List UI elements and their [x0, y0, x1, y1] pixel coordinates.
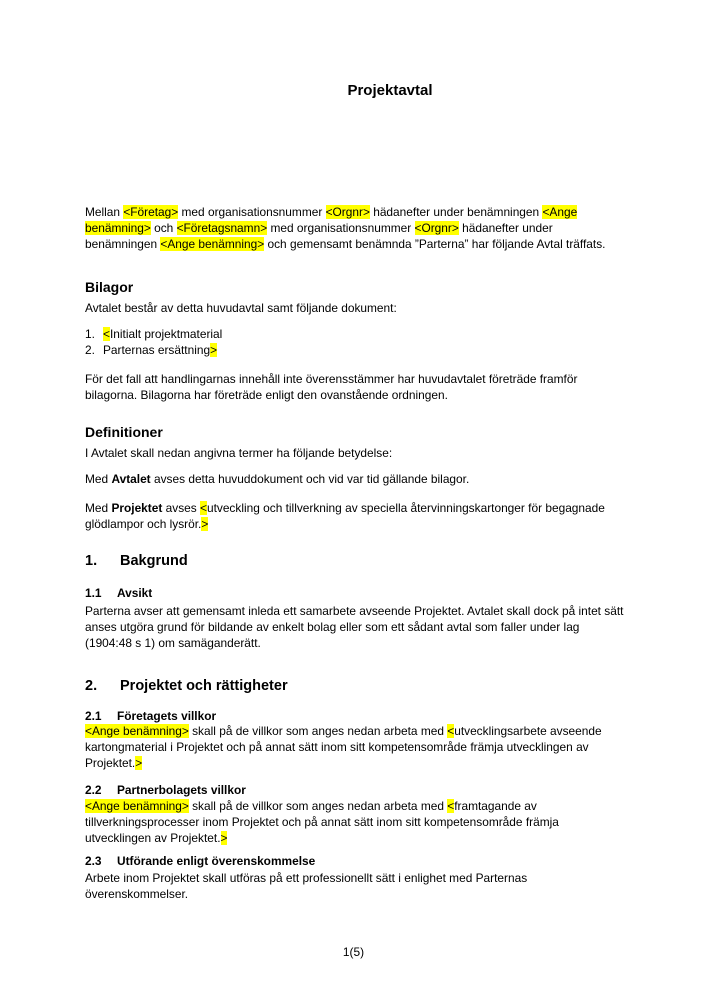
text-segment: skall på de villkor som anges nedan arbeta med	[188, 799, 448, 813]
intro-paragraph	[85, 204, 625, 252]
section-number: 1.	[85, 553, 98, 569]
placeholder-highlight: <Ange benämning>	[85, 205, 578, 235]
placeholder-highlight: <	[447, 799, 455, 813]
definitioner-lead: I Avtalet skall nedan angivna termer ha följande betydelse:	[85, 446, 393, 460]
placeholder-highlight: <	[200, 501, 207, 515]
text-segment: avses	[162, 501, 200, 515]
placeholder-highlight: <Ange benämning>	[160, 237, 265, 251]
section-2-1-heading	[85, 709, 625, 724]
subsection-number: 2.3	[85, 854, 102, 868]
subsection-number: 2.1	[85, 709, 102, 723]
subsection-number: 1.1	[85, 586, 102, 600]
definitioner-heading: Definitioner	[85, 424, 163, 440]
placeholder-highlight: >	[220, 831, 228, 845]
placeholder-highlight: <Företag>	[123, 205, 179, 219]
section-heading-text: Bakgrund	[120, 553, 188, 569]
definition-avtalet	[85, 471, 625, 487]
text-segment: utveckling och tillverkning av speciella återvinningskartonger för begagnade glödlampor och lysrör.	[85, 501, 605, 531]
text-segment: Parternas ersättning	[103, 343, 211, 357]
subsection-number: 2.2	[85, 783, 102, 797]
definition-projektet	[85, 500, 625, 532]
subsection-heading-text: Avsikt	[117, 586, 153, 600]
subsection-heading-text: Utförande enligt överenskommelse	[117, 854, 316, 868]
list-item	[85, 342, 625, 358]
placeholder-highlight: <	[103, 327, 110, 341]
document-title: Projektavtal	[347, 82, 433, 99]
placeholder-highlight: <	[447, 724, 455, 738]
placeholder-highlight: <Orgnr>	[414, 221, 459, 235]
list-item	[85, 326, 625, 342]
text-segment: hädanefter under benämningen	[85, 221, 553, 251]
placeholder-highlight: <Företagsnamn>	[176, 221, 268, 235]
section-1-1-body: Parterna avser att gemensamt inleda ett samarbete avseende Projektet. Avtalet skall dock på intet sätt anses utgöra grund för bildande av enkelt bolag eller som ett sådant avtal som faller under lag (1904:48 s 1) om samäganderätt.	[85, 604, 624, 650]
text-segment: och	[150, 221, 177, 235]
section-2-2-body	[85, 798, 625, 846]
placeholder-highlight: >	[210, 343, 218, 357]
section-2-1-body	[85, 723, 625, 771]
subsection-heading-text: Företagets villkor	[117, 709, 217, 723]
list-item-text	[103, 342, 217, 358]
text-segment: utvecklingsarbete avseende kartongmaterial i Projektet och på annat sätt inom sitt kompetensområde främja utvecklingen av Projektet.	[85, 724, 602, 770]
placeholder-highlight: <Orgnr>	[325, 205, 370, 219]
text-segment: avses detta huvuddokument och vid var tid gällande bilagor.	[150, 472, 470, 486]
page-number: 1(5)	[342, 945, 365, 959]
text-segment: med organisationsnummer	[267, 221, 415, 235]
section-heading-text: Projektet och rättigheter	[120, 678, 288, 694]
text-segment: Med	[85, 472, 112, 486]
bilagor-list	[85, 326, 625, 358]
text-segment: Initialt projektmaterial	[109, 327, 223, 341]
section-2-3-heading	[85, 854, 625, 869]
section-1-heading	[85, 552, 625, 570]
placeholder-highlight: >	[201, 517, 209, 531]
bilagor-lead: Avtalet består av detta huvudavtal samt följande dokument:	[85, 301, 397, 315]
bilagor-note: För det fall att handlingarnas innehåll inte överensstämmer har huvudavtalet företräde framför bilagorna. Bilagorna har företräde enligt den ovanstående ordningen.	[85, 372, 578, 402]
bold-term: Projektet	[111, 501, 163, 515]
list-item-text	[103, 326, 222, 342]
placeholder-highlight: <Ange benämning>	[85, 724, 189, 738]
section-number: 2.	[85, 678, 98, 694]
list-number: 1.	[85, 327, 95, 341]
placeholder-highlight: >	[135, 756, 143, 770]
bold-term: Avtalet	[111, 472, 151, 486]
text-segment: och gemensamt benämnda ”Parterna” har följande Avtal träffats.	[264, 237, 606, 251]
placeholder-highlight: <Ange benämning>	[85, 799, 189, 813]
section-2-heading	[85, 677, 625, 695]
section-2-2-heading	[85, 783, 625, 798]
section-2-3-body: Arbete inom Projektet skall utföras på ett professionellt sätt i enlighet med Parternas överenskommelser.	[85, 871, 528, 901]
list-number: 2.	[85, 343, 95, 357]
text-segment: hädanefter under benämningen	[369, 205, 543, 219]
text-segment: framtagande av tillverkningsprocesser inom Projektet och på annat sätt inom sitt kompetensområde främja utvecklingen av Projektet.	[85, 799, 559, 845]
text-segment: Mellan	[85, 205, 124, 219]
text-segment: skall på de villkor som anges nedan arbeta med	[188, 724, 448, 738]
text-segment: Med	[85, 501, 112, 515]
text-segment: med organisationsnummer	[178, 205, 326, 219]
section-1-1-heading	[85, 586, 625, 601]
subsection-heading-text: Partnerbolagets villkor	[117, 783, 246, 797]
bilagor-heading: Bilagor	[85, 279, 134, 295]
